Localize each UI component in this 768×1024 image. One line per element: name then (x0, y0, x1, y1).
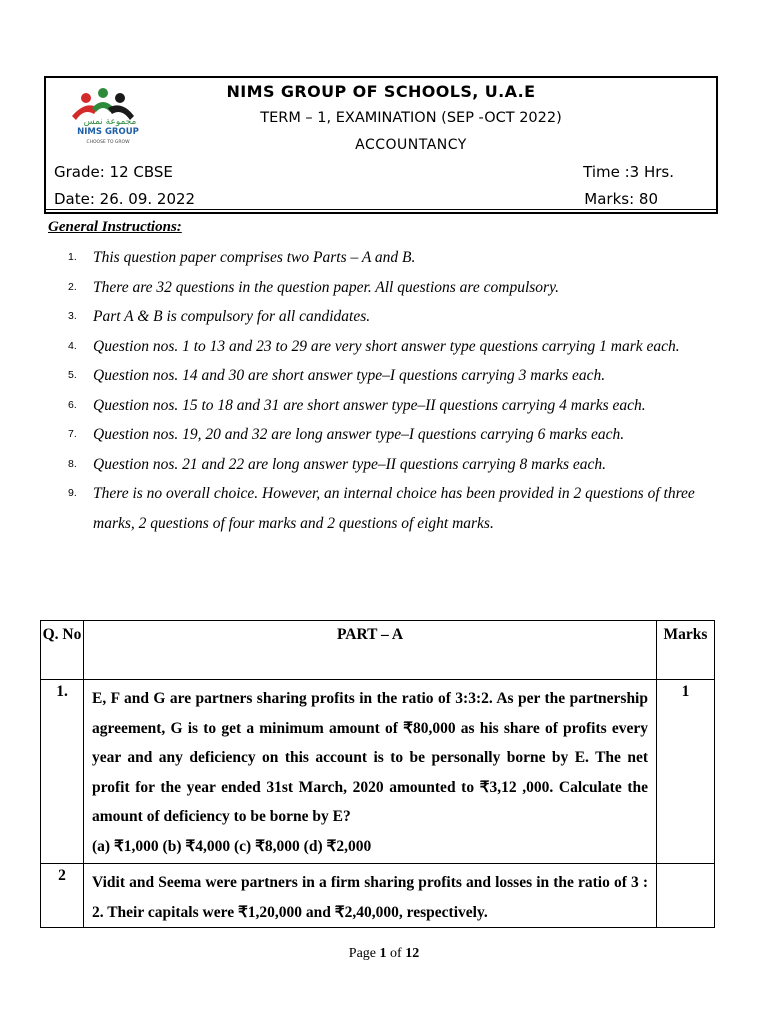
instruction-item (68, 479, 728, 538)
instruction-text: Question nos. 1 to 13 and 23 to 29 are very short answer type questions carrying 1 mark each. (93, 337, 680, 355)
instruction-text: There is no overall choice. However, an internal choice has been provided in 2 questions of three marks, 2 questions of four marks and 2 questions of eight marks. (93, 485, 695, 532)
instruction-item (68, 243, 728, 273)
question-number: 2 (41, 864, 84, 928)
instruction-text: There are 32 questions in the question paper. All questions are compulsory. (93, 278, 559, 296)
instruction-number: 3. (68, 310, 77, 322)
instruction-number: 6. (68, 398, 77, 411)
table-row (41, 864, 715, 928)
instruction-number: 1. (68, 251, 77, 263)
subject-name: ACCOUNTANCY (355, 137, 467, 153)
page-footer (0, 946, 768, 962)
date-label: Date: 26. 09. 2022 (54, 190, 196, 208)
logo-arabic-text: مجموعة نمس (83, 117, 137, 127)
logo-brand-text: NIMS GROUP (77, 127, 139, 137)
grade-label: Grade: 12 CBSE (54, 163, 173, 181)
current-page-number: 1 (379, 946, 387, 961)
instruction-item (68, 361, 728, 391)
instructions-title: General Instructions: (48, 219, 182, 235)
instruction-text: Question nos. 14 and 30 are short answer type–I questions carrying 3 marks each. (93, 367, 606, 384)
question-options: (a) ₹1,000 (b) ₹4,000 (c) ₹8,000 (d) ₹2,000 (92, 837, 372, 855)
instruction-text: Question nos. 15 to 18 and 31 are short answer type–II questions carrying 4 marks each. (93, 396, 646, 414)
instruction-item (68, 302, 728, 332)
header-part: PART – A (84, 621, 657, 680)
instruction-number: 8. (68, 457, 77, 470)
total-pages: 12 (405, 946, 420, 961)
instruction-number: 7. (68, 428, 77, 440)
question-cell (84, 680, 657, 864)
question-number: 1. (41, 680, 84, 864)
time-label: Time :3 Hrs. (583, 163, 674, 181)
instruction-number: 4. (68, 339, 77, 352)
instruction-item (68, 450, 728, 480)
table-row (41, 680, 715, 864)
instruction-text: This question paper comprises two Parts – A and B. (93, 249, 416, 266)
logo-tagline: CHOOSE TO GROW (86, 140, 130, 145)
instruction-item (68, 273, 728, 303)
question-marks: 1 (657, 680, 715, 864)
marks-label: Marks: 80 (584, 190, 658, 208)
instruction-number: 5. (68, 369, 77, 381)
instruction-text: Question nos. 21 and 22 are long answer type–II questions carrying 8 marks each. (93, 455, 607, 473)
instruction-text: Question nos. 19, 20 and 32 are long answer type–I questions carrying 6 marks each. (93, 426, 625, 443)
table-header-row (41, 621, 715, 680)
question-text: E, F and G are partners sharing profits in the ratio of 3:3:2. As per the partnership agreement, G is to get a minimum amount of ₹80,000 as his share of profits every year and any deficiency on this account is to be personally borne by E. The net profit for the year ended 31st March, 2020 amounted to ₹3,12 ,000. Calculate the amount of deficiency to be borne by E? (92, 690, 648, 825)
header-qno: Q. No (41, 621, 84, 680)
instruction-number: 2. (68, 280, 77, 293)
question-table (40, 620, 715, 928)
instruction-item (68, 391, 728, 421)
instructions-list (68, 243, 728, 538)
footer-prefix: Page (348, 946, 380, 961)
instruction-item (68, 332, 728, 362)
question-marks (657, 864, 715, 928)
question-text: Vidit and Seema were partners in a firm sharing profits and losses in the ratio of 3 : 2. Their capitals were ₹1,20,000 and ₹2,40,000, respectively. (84, 864, 657, 928)
exam-header (44, 76, 718, 214)
exam-title: TERM – 1, EXAMINATION (SEP -OCT 2022) (260, 110, 562, 126)
instruction-text: Part A & B is compulsory for all candidates. (93, 308, 371, 325)
header-marks: Marks (657, 621, 715, 680)
footer-of: of (386, 946, 406, 961)
instruction-number: 9. (68, 487, 77, 499)
instruction-item (68, 420, 728, 450)
school-name: NIMS GROUP OF SCHOOLS, U.A.E (226, 82, 536, 101)
